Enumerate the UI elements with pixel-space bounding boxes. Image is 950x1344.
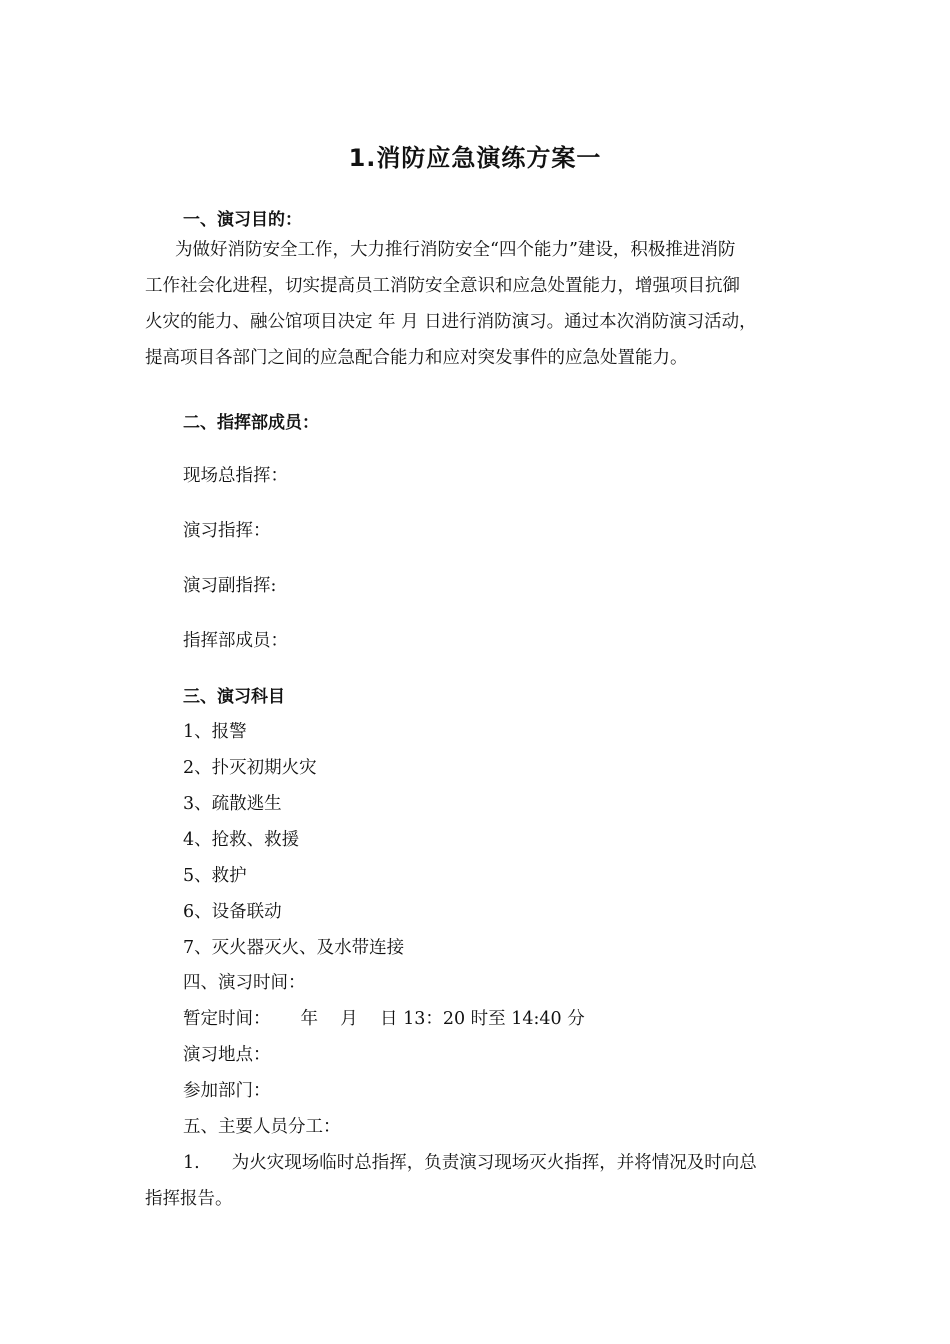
drill-place: 演习地点：	[183, 1045, 271, 1065]
assignment-number: 1.	[183, 1153, 200, 1173]
time-label: 暂定时间：	[183, 1009, 271, 1029]
section-1-heading: 一、演习目的：	[183, 210, 302, 230]
drill-item: 6、设备联动	[183, 902, 282, 922]
section-4-heading: 四、演习时间：	[183, 973, 306, 993]
paragraph-line: 火灾的能力、融公馆项目决定 年 月 日进行消防演习。通过本次消防演习活动，	[145, 312, 757, 332]
role-deputy-commander: 演习副指挥:	[183, 576, 277, 596]
drill-item: 7、灭火器灭火、及水带连接	[183, 938, 405, 958]
section-1-paragraph	[145, 232, 825, 376]
document-title: 1.消防应急演练方案一	[348, 144, 602, 172]
time-value: 年 月 日 13：20 时至 14:40 分	[300, 1009, 585, 1029]
role-drill-commander: 演习指挥：	[183, 521, 271, 541]
role-commander: 现场总指挥：	[183, 466, 288, 486]
paragraph-line: 工作社会化进程，切实提高员工消防安全意识和应急处置能力，增强项目抗御	[145, 276, 740, 296]
drill-item: 5、救护	[183, 866, 247, 886]
drill-departments: 参加部门：	[183, 1081, 271, 1101]
drill-item: 2、扑灭初期火灾	[183, 758, 317, 778]
drill-time	[183, 1005, 585, 1030]
role-members: 指挥部成员：	[183, 631, 288, 651]
assignment-item-1-continued: 指挥报告。	[145, 1189, 233, 1209]
section-5-heading: 五、主要人员分工：	[183, 1117, 341, 1137]
drill-item: 4、抢救、救援	[183, 830, 300, 850]
section-3-heading: 三、演习科目	[183, 687, 285, 707]
paragraph-line: 提高项目各部门之间的应急配合能力和应对突发事件的应急处置能力。	[145, 348, 688, 368]
drill-item: 1、报警	[183, 722, 247, 742]
section-2-heading: 二、指挥部成员：	[183, 413, 319, 433]
paragraph-line: 为做好消防安全工作，大力推行消防安全“四个能力”建设，积极推进消防	[175, 240, 736, 260]
drill-item: 3、疏散逃生	[183, 794, 282, 814]
assignment-item-1	[183, 1149, 757, 1174]
assignment-text: 为火灾现场临时总指挥，负责演习现场灭火指挥，并将情况及时向总	[231, 1153, 757, 1173]
